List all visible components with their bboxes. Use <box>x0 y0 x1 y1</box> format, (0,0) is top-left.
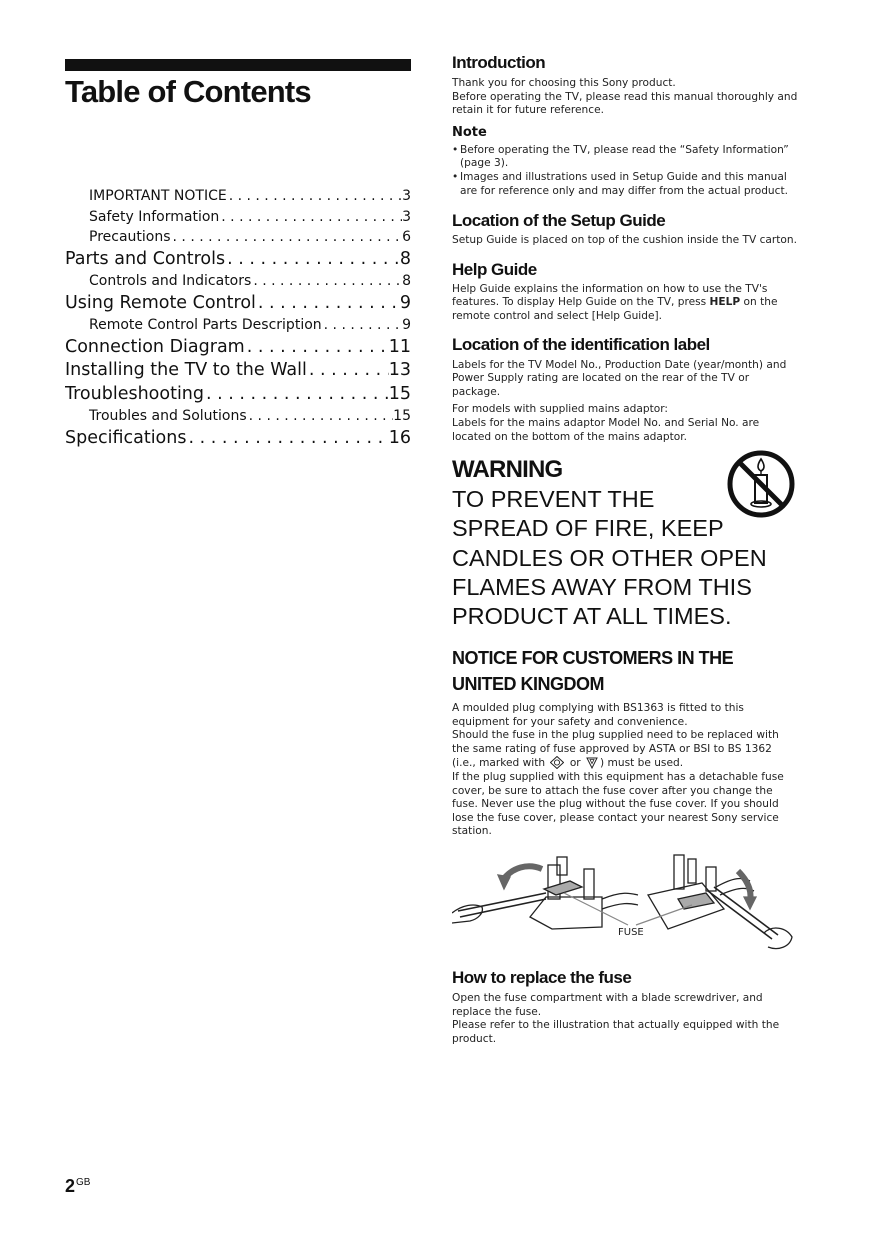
introduction-line-1: Thank you for choosing this Sony product. <box>452 77 676 89</box>
warning-title: WARNING <box>452 456 563 484</box>
note-heading: Note <box>452 124 487 140</box>
replace-fuse-line-1: Open the fuse compartment with a blade screwdriver, and replace the fuse. <box>452 992 763 1018</box>
adaptor-label-detail: Labels for the mains adaptor Model No. and Serial No. are located on the bottom of the mains adaptor. <box>452 416 760 443</box>
help-guide-section <box>452 259 798 324</box>
toc-entry[interactable] <box>65 383 411 407</box>
page-number-suffix: GB <box>76 1177 91 1188</box>
uk-notice-para-2-start: Should the fuse in the plug supplied need to be replaced with the same rating of fuse approved by ASTA or BSI to BS 1362 (i.e., marked with <box>452 729 779 770</box>
note-item: • Images and illustrations used in Setup Guide and this manual are for reference only and may differ from the actual product. <box>452 171 798 198</box>
toc-list <box>65 186 411 450</box>
toc-entry[interactable] <box>65 292 411 316</box>
uk-notice-para-2-or: or <box>566 757 585 770</box>
note-list <box>452 144 798 198</box>
introduction-section <box>452 52 798 118</box>
setup-guide-heading: Location of the Setup Guide <box>452 211 666 231</box>
toc-entry[interactable] <box>65 248 411 272</box>
toc-entry-label: Connection Diagram <box>65 336 245 357</box>
help-guide-text <box>452 283 798 324</box>
plug-illustration <box>452 847 798 955</box>
replace-fuse-text <box>452 992 798 1046</box>
toc-entry[interactable] <box>65 227 411 248</box>
introduction-line-2: Before operating the TV, please read this manual thoroughly and retain it for future reference. <box>452 90 798 117</box>
note-section <box>452 124 798 198</box>
toc-entry-page: 15 <box>388 383 411 404</box>
toc-entry-page: 9 <box>402 317 411 333</box>
toc-title: Table of Contents <box>65 74 311 109</box>
toc-entry[interactable] <box>65 427 411 451</box>
toc-entry-page: 13 <box>388 360 411 380</box>
introduction-heading: Introduction <box>452 53 546 72</box>
toc-entry-label: Specifications <box>65 427 187 448</box>
toc-entry-label: Using Remote Control <box>65 292 256 313</box>
help-key-label: HELP <box>709 296 741 309</box>
toc-entry[interactable] <box>65 336 411 360</box>
id-label-text: Labels for the TV Model No., Production Date (year/month) and Power Supply rating are located on the rear of the TV or package. <box>452 358 787 398</box>
warning-line: PRODUCT AT ALL TIMES. <box>452 602 732 629</box>
warning-line: CANDLES OR OTHER OPEN <box>452 544 767 571</box>
uk-notice-para-3: If the plug supplied with this equipment has a detachable fuse cover, be sure to attach the fuse cover after you change the fuse. Never use the plug without the fuse cover. If you should lose the fuse cover, please contact your nearest Sony service station. <box>452 771 784 838</box>
setup-guide-section <box>452 210 798 248</box>
toc-header-bar <box>65 59 411 71</box>
bsi-kitemark-icon <box>586 756 598 769</box>
warning-section <box>452 455 798 633</box>
right-column <box>452 52 798 1046</box>
toc-entry-page: 8 <box>402 273 411 289</box>
toc-entry-label: Controls and Indicators <box>89 273 252 289</box>
toc-entry-page: 15 <box>393 408 411 424</box>
uk-notice-para-1: A moulded plug complying with BS1363 is fitted to this equipment for your safety and convenience. <box>452 702 744 728</box>
toc-entry-label: Remote Control Parts Description <box>89 317 322 333</box>
toc-entry[interactable] <box>65 359 411 383</box>
toc-entry[interactable] <box>65 207 411 228</box>
uk-notice-section <box>452 645 798 955</box>
toc-entry[interactable] <box>65 406 411 427</box>
id-label-heading: Location of the identification label <box>452 334 710 354</box>
toc-entry-label: Troubleshooting <box>65 383 205 404</box>
toc-entry-label: Installing the TV to the Wall <box>65 360 307 380</box>
warning-line: FLAMES AWAY FROM THIS <box>452 573 752 600</box>
adaptor-label-intro: For models with supplied mains adaptor: <box>452 403 668 416</box>
warning-line: SPREAD OF FIRE, KEEP <box>452 515 724 542</box>
help-guide-heading: Help Guide <box>452 259 537 279</box>
uk-notice-heading: NOTICE FOR CUSTOMERS IN THE UNITED KINGDOM <box>452 648 734 695</box>
toc-entry-label: IMPORTANT NOTICE <box>89 188 227 204</box>
id-label-section <box>452 334 798 445</box>
toc-entry-label: Parts and Controls <box>65 248 226 269</box>
toc-entry[interactable] <box>65 186 411 207</box>
warning-line: TO PREVENT THE <box>452 486 655 513</box>
toc-entry-page: 8 <box>399 248 411 269</box>
toc-entry[interactable] <box>65 315 411 336</box>
toc-entry-label: Precautions <box>89 229 171 245</box>
toc-entry-page: 11 <box>388 336 411 357</box>
uk-notice-para-2-end: ) must be used. <box>600 757 684 770</box>
page-number <box>65 1176 90 1197</box>
fuse-label: FUSE <box>618 927 644 939</box>
toc-entry[interactable] <box>65 271 411 292</box>
setup-guide-text: Setup Guide is placed on top of the cushion inside the TV carton. <box>452 234 797 247</box>
help-guide-text-start: Help Guide explains the information on how to use the TV's features. To display Help Guide on the TV, press <box>452 282 768 309</box>
note-item: • Before operating the TV, please read the “Safety Information” (page 3). <box>452 144 798 171</box>
replace-fuse-section <box>452 967 798 1046</box>
toc-entry-page: 3 <box>402 188 411 204</box>
fuse-replacement-illustration <box>452 847 798 955</box>
toc-entry-page: 3 <box>402 208 411 225</box>
toc-entry-page: 6 <box>402 229 411 245</box>
asta-mark-icon <box>550 756 564 769</box>
help-guide-text-end: on the remote control and select [Help Guide]. <box>452 296 778 322</box>
replace-fuse-heading: How to replace the fuse <box>452 968 632 988</box>
uk-notice-text <box>452 702 798 839</box>
replace-fuse-line-2: Please refer to the illustration that actually equipped with the product. <box>452 1019 780 1045</box>
toc-entry-label: Safety Information <box>89 208 220 225</box>
page-number-value: 2 <box>65 1176 76 1196</box>
toc-entry-page: 16 <box>388 427 411 448</box>
toc-entry-page: 9 <box>399 292 411 313</box>
adaptor-label-text <box>452 403 798 444</box>
toc-entry-label: Troubles and Solutions <box>89 408 247 424</box>
introduction-text <box>452 77 798 118</box>
no-candles-icon <box>726 449 796 519</box>
